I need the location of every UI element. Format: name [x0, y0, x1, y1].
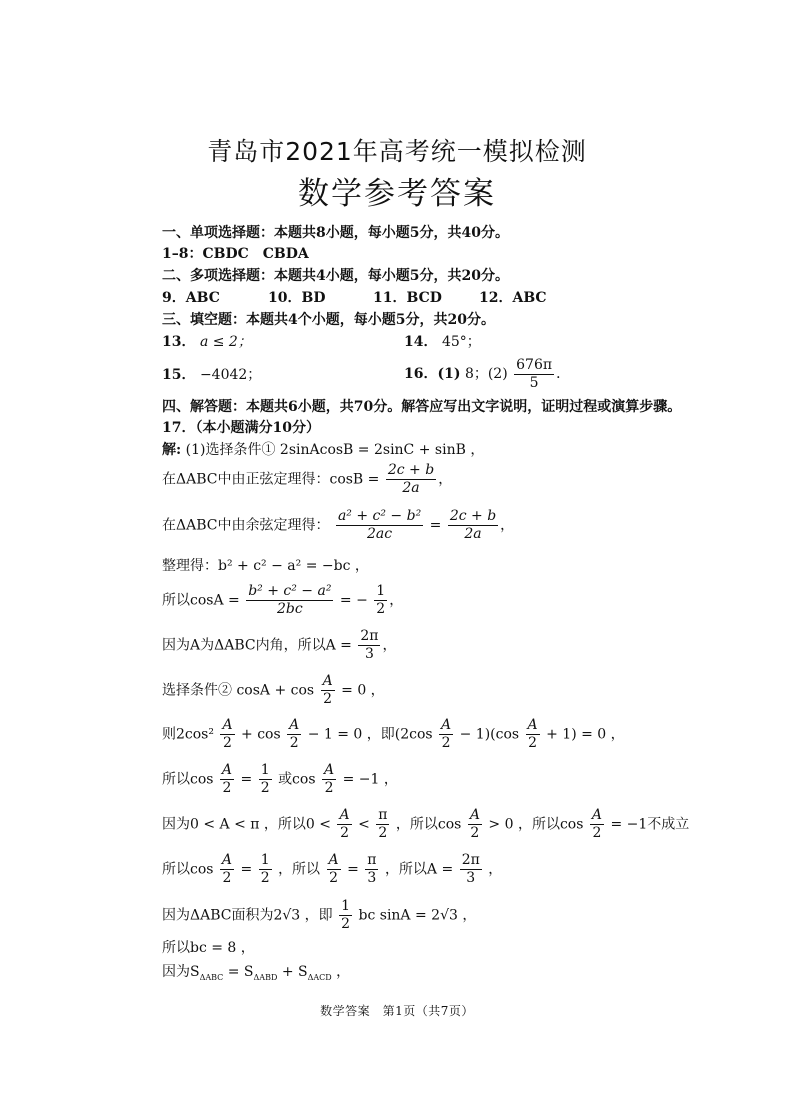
section1-heading: 一、单项选择题：本题共8小题，每小题5分，共40分。 — [162, 225, 509, 241]
solution-line-12: 因为ΔABC面积为2√3 ，即 $\frac{1}{2}$ bc sinA = 2√3 ， — [162, 898, 477, 932]
solution-line-8: 则2cos² $\frac{A}{2}$ + cos $\frac{A}{2}$ − 1 = 0 ，即(2cos $\frac{A}{2}$ − 1)(cos $\frac{A}{2}$ + 1) = 0 ， — [162, 717, 625, 751]
section2-heading: 二、多项选择题：本题共4小题，每小题5分，共20分。 — [162, 268, 509, 284]
answer-10: 10．BD — [268, 290, 326, 306]
solution-line-6: 因为A为ΔABC内角，所以A = $\frac{2\pi}{3}$ ， — [162, 628, 397, 662]
exam-title: 青岛市2021年高考统一模拟检测 — [207, 137, 587, 166]
solution-line-9: 所以cos $\frac{A}{2}$ = $\frac{1}{2}$ 或cos $\frac{A}{2}$ = −1 ， — [162, 762, 398, 796]
section1-answers: 1–8：CBDC CBDA — [162, 246, 309, 262]
solution-line-14: 因为$S_{\Delta ABC} = S_{\Delta ABD} + S_{\Delta ACD}$ ， — [162, 964, 351, 982]
answer-key-title: 数学参考答案 — [298, 176, 496, 212]
answer-16: 16．(1) 8；(2) $\frac{676\pi}{5}$ ． — [404, 356, 571, 391]
solution-line-11: 所以cos $\frac{A}{2}$ = $\frac{1}{2}$ ，所以 $\frac{A}{2}$ = $\frac{\pi}{3}$ ，所以A = $\frac{2\pi}{3}$ ， — [162, 852, 503, 886]
page-footer: 数学答案 第1页（共7页） — [320, 1004, 474, 1018]
solution-line-10: 因为0 < A < π ，所以0 < $\frac{A}{2}$ < $\frac{\pi}{2}$ ，所以cos $\frac{A}{2}$ > 0 ，所以cos $\frac{A}{2}$ = −1不成立 — [162, 807, 690, 841]
section4-heading: 四、解答题：本题共6小题，共70分。解答应写出文字说明，证明过程或演算步骤。 — [162, 399, 682, 415]
solution-line-2: 在ΔABC中由正弦定理得：cosB = $\frac{2c + b}{2a}$ ， — [162, 462, 453, 496]
question-17-header: 17．（本小题满分10分） — [162, 420, 320, 436]
solution-line-3: 在ΔABC中由余弦定理得： $\frac{\text{a² + c² − b²}}{2ac}$ = $\frac{2c + b}{2a}$ ， — [162, 508, 515, 542]
answer-13: 13． a ≤ 2； — [162, 334, 252, 350]
section3-heading: 三、填空题：本题共4个小题，每小题5分，共20分。 — [162, 312, 495, 328]
solution-line-5: 所以cosA = $\frac{\text{b² + c² − a²}}{2bc}$ = − $\frac{1}{2}$ ， — [162, 583, 404, 617]
answer-9: 9．ABC — [162, 290, 220, 306]
solution-line-1: 解: (1)选择条件① 2sinAcosB = 2sinC + sinB ， — [162, 442, 485, 458]
answer-12: 12．ABC — [479, 290, 547, 306]
answer-11: 11．BCD — [373, 290, 442, 306]
answer-14: 14． 45°； — [404, 334, 481, 350]
solution-line-7: 选择条件② cosA + cos $\frac{A}{2}$ = 0 ， — [162, 673, 385, 707]
solution-line-4: 整理得：b² + c² − a² = −bc ， — [162, 558, 369, 574]
solution-line-13: 所以bc = 8 ， — [162, 940, 255, 956]
answer-16-fraction: $\frac{676\pi}{5}$ — [516, 356, 553, 391]
answer-15: 15． −4042； — [162, 367, 262, 383]
